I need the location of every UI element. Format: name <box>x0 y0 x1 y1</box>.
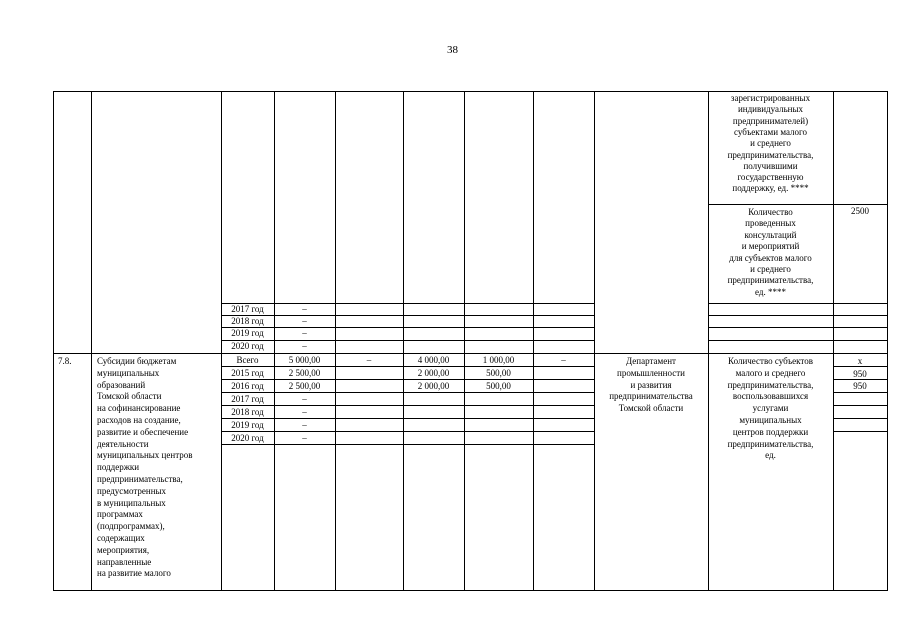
indicator-text-line: проведенных <box>745 218 796 229</box>
amount-total: – <box>302 433 307 443</box>
indicator-text-line: предпринимательства, <box>727 379 814 390</box>
indicator-text-line: центров поддержки <box>732 426 809 437</box>
activity-name-line: муниципальных <box>97 367 160 378</box>
year-label: 2020 год <box>231 433 264 443</box>
indicator-text-line: поддержку, ед. **** <box>732 183 809 194</box>
year-row-rule <box>221 366 594 367</box>
indicator-text-line: муниципальных <box>739 415 802 425</box>
amount-local: 500,00 <box>486 381 511 391</box>
activity-name-line: образований <box>97 379 146 390</box>
amount-total: – <box>302 394 307 404</box>
indicator-row-rule <box>708 315 887 316</box>
executor-line: Департамент <box>626 356 676 366</box>
activity-name-line: программах <box>97 509 143 520</box>
indicator-row-rule <box>708 327 887 328</box>
year-label: 2019 год <box>231 420 264 430</box>
amount-total: 2 500,00 <box>288 381 321 391</box>
activity-name-line: муниципальных центров <box>97 450 193 461</box>
year-label: 2017 год <box>231 304 264 314</box>
activity-name-line: Томской области <box>97 391 162 402</box>
indicator-value: 2500 <box>851 206 869 216</box>
table-top-border <box>53 91 888 92</box>
column-border <box>594 91 595 590</box>
amount-federal: – <box>366 355 372 365</box>
indicator-text-line: получившими <box>743 160 798 171</box>
indicator-text-line: для субъектов малого <box>729 252 812 263</box>
year-label: 2018 год <box>231 407 264 417</box>
column-border <box>53 91 54 590</box>
activity-name-line: Субсидии бюджетам <box>97 356 177 366</box>
amount-cell: – <box>302 328 307 338</box>
indicator-text-line: субъектами малого <box>734 126 807 137</box>
indicator-text-line: и среднего <box>750 138 791 149</box>
column-border <box>91 91 92 590</box>
executor-line: предпринимательства <box>609 391 693 402</box>
indicator-value-rule <box>833 405 887 406</box>
amount-total: 5 000,00 <box>288 355 321 365</box>
year-row-rule <box>221 379 594 380</box>
year-row-rule <box>221 418 594 419</box>
indicator-row-rule <box>708 204 887 205</box>
row-number: 7.8. <box>58 356 72 366</box>
amount-regional: 2 000,00 <box>417 368 450 378</box>
amount-total: – <box>302 420 307 430</box>
year-label: 2020 год <box>231 341 264 351</box>
amount-extrabudget: – <box>561 355 566 365</box>
executor-line: и развития <box>630 379 672 390</box>
amount-cell: – <box>302 341 307 351</box>
column-border <box>887 91 888 590</box>
indicator-text-line: индивидуальных <box>737 104 804 115</box>
indicator-text-line: предпринимательства, <box>727 149 814 160</box>
amount-regional: 4 000,00 <box>417 355 450 365</box>
indicator-text-line: предпринимателей) <box>732 115 809 126</box>
year-label: 2018 год <box>231 316 264 326</box>
year-label: Всего <box>236 355 259 365</box>
activity-name-line: на развитие малого <box>97 568 171 579</box>
indicator-row-rule <box>708 303 887 304</box>
indicator-text-line: малого и среднего <box>735 367 806 378</box>
activity-name-line: деятельности <box>97 438 149 449</box>
amount-total: 2 500,00 <box>288 368 321 378</box>
indicator-value: x <box>857 356 863 366</box>
amount-total: – <box>302 407 307 417</box>
indicator-text-line: воспользовавшихся <box>732 391 809 402</box>
indicator-text-line: услугами <box>752 403 789 414</box>
year-label: 2019 год <box>231 328 264 338</box>
year-row-rule <box>221 392 594 393</box>
year-row-rule <box>221 444 594 445</box>
amount-local: 500,00 <box>486 368 511 378</box>
indicator-value: 950 <box>853 368 867 379</box>
activity-name-line: в муниципальных <box>97 497 166 508</box>
year-label: 2016 год <box>231 381 264 391</box>
year-label: 2017 год <box>231 394 264 404</box>
activity-name-line: (подпрограммах), <box>97 521 165 532</box>
indicator-text-line: Количество <box>748 207 793 217</box>
activity-name-line: развитие и обеспечение <box>97 426 189 437</box>
indicator-value-rule <box>833 431 887 432</box>
year-row-rule <box>221 405 594 406</box>
activity-name-line: содержащих <box>97 533 145 543</box>
amount-cell: – <box>302 316 307 326</box>
indicator-row-rule <box>708 340 887 341</box>
activity-name-line: поддержки <box>97 462 140 473</box>
indicator-text-line: и среднего <box>750 264 791 274</box>
activity-name-line: направленные <box>97 556 152 567</box>
indicator-text-line: и мероприятий <box>741 241 800 252</box>
year-label: 2015 год <box>231 368 264 378</box>
activity-name-line: мероприятия, <box>97 544 150 555</box>
indicator-text-line: Количество субъектов <box>728 356 813 366</box>
year-row-rule <box>221 431 594 432</box>
indicator-value-rule <box>833 418 887 419</box>
indicator-text-line: предпринимательства, <box>727 275 814 286</box>
page-number: 38 <box>447 44 458 56</box>
activity-name-line: предпринимательства, <box>97 474 183 484</box>
activity-name-line: на софинансирование <box>97 403 181 414</box>
amount-local: 1 000,00 <box>482 355 515 365</box>
indicator-text-line: ед. **** <box>755 286 786 297</box>
executor-line: Томской области <box>618 403 684 414</box>
executor-line: промышленности <box>617 367 685 378</box>
indicator-text-line: предпринимательства, <box>727 438 814 449</box>
indicator-text-line: зарегистрированных <box>730 93 811 103</box>
activity-name-line: предусмотренных <box>97 485 167 496</box>
table-bottom-border <box>53 590 888 591</box>
row-separator <box>53 353 888 354</box>
indicator-text-line: консультаций <box>744 229 797 240</box>
amount-cell: – <box>302 304 307 314</box>
indicator-value: 950 <box>853 381 867 392</box>
activity-name-line: расходов на создание, <box>97 415 181 425</box>
indicator-text-line: ед. <box>765 450 776 461</box>
indicator-text-line: государственную <box>737 172 804 183</box>
amount-regional: 2 000,00 <box>417 381 450 391</box>
